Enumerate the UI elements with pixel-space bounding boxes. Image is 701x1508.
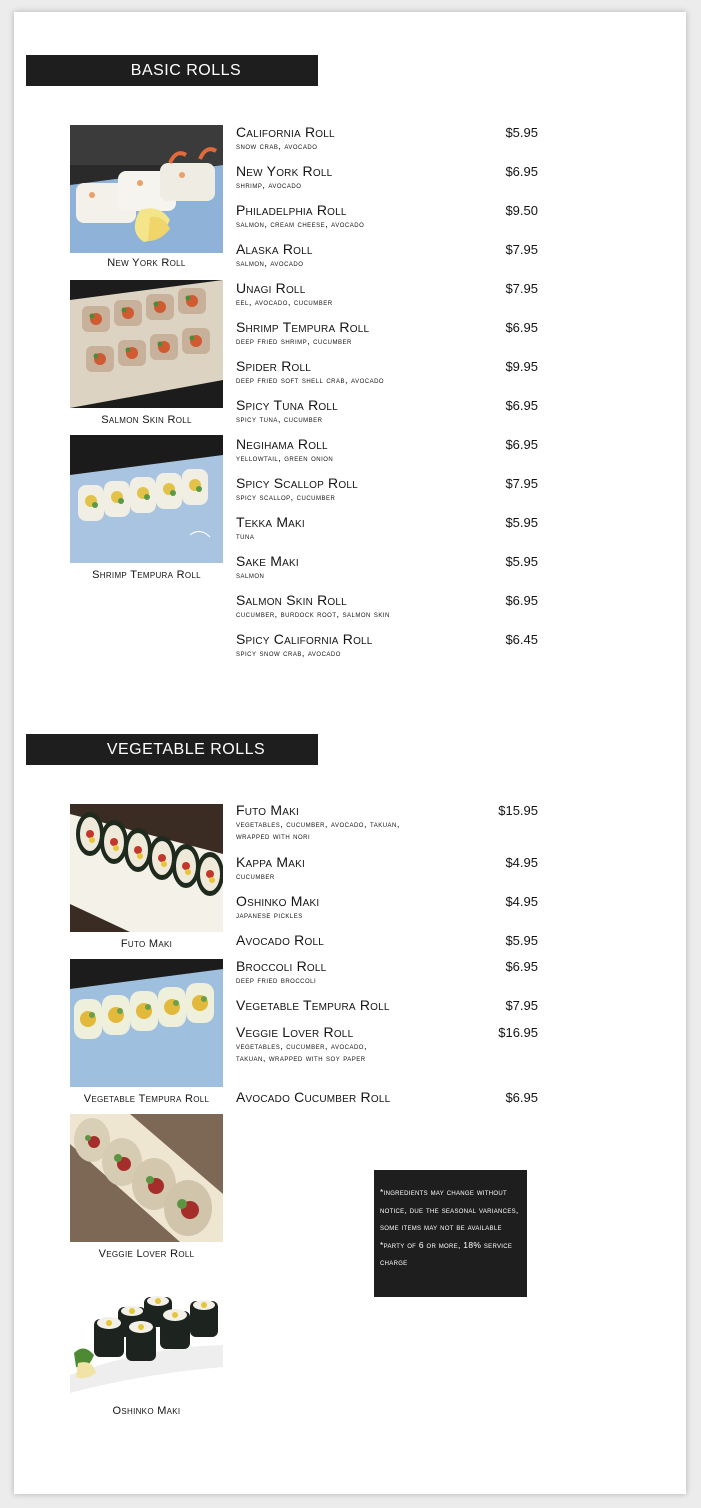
menu-item: [236, 554, 542, 581]
menu-item: [236, 855, 542, 882]
item-description: cucumber: [236, 871, 275, 881]
item-price: $6.95: [505, 437, 538, 452]
item-price: $6.95: [505, 593, 538, 608]
menu-item: [236, 803, 542, 842]
item-name: Oshinko Maki: [236, 893, 320, 909]
item-name: Philadelphia Roll: [236, 202, 347, 218]
item-price: $9.95: [505, 359, 538, 374]
item-name: Avocado Cucumber Roll: [236, 1089, 391, 1105]
shrimp-tempura-roll-image: [70, 435, 223, 563]
item-name: California Roll: [236, 124, 335, 140]
item-description: snow crab, avocado: [236, 141, 318, 151]
item-name: Kappa Maki: [236, 854, 305, 870]
item-name: Sake Maki: [236, 553, 299, 569]
item-price: $5.95: [505, 933, 538, 948]
menu-item: [236, 398, 542, 425]
photo-caption: Shrimp Tempura Roll: [92, 569, 201, 581]
menu-item: [236, 476, 542, 503]
item-name: Vegetable Tempura Roll: [236, 997, 390, 1013]
item-price: $5.95: [505, 125, 538, 140]
item-description: yellowtail, green onion: [236, 453, 334, 463]
menu-item: [236, 1025, 542, 1064]
item-description: spicy tuna, cucumber: [236, 414, 323, 424]
menu-item: [236, 1090, 542, 1105]
item-price: $4.95: [505, 894, 538, 909]
menu-item: [236, 959, 542, 986]
menu-item: [236, 203, 542, 230]
item-description: shrimp, avocado: [236, 180, 302, 190]
item-name: Tekka Maki: [236, 514, 305, 530]
menu-item: [236, 998, 542, 1013]
menu-item: [236, 515, 542, 542]
notice-service-charge: *party of 6 or more, 18% service charge: [380, 1239, 513, 1267]
item-name: Spicy Scallop Roll: [236, 475, 358, 491]
item-name: New York Roll: [236, 163, 333, 179]
item-description: deep fried broccoli: [236, 975, 317, 985]
item-description: cucumber, burdock root, salmon skin: [236, 609, 390, 619]
vegetable-rolls-header: [26, 734, 318, 765]
photo-caption: New York Roll: [107, 257, 186, 269]
menu-item: [236, 359, 542, 386]
futo-maki-image: [70, 804, 223, 932]
item-name: Spider Roll: [236, 358, 312, 374]
menu-item: [236, 593, 542, 620]
menu-item: [236, 281, 542, 308]
menu-item: [236, 437, 542, 464]
item-name: Salmon Skin Roll: [236, 592, 347, 608]
item-description: eel, avocado, cucumber: [236, 297, 333, 307]
new-york-roll-image: [70, 125, 223, 253]
item-description: salmon: [236, 570, 265, 580]
vegetable-rolls-title: VEGETABLE ROLLS: [106, 740, 266, 758]
item-price: $6.95: [505, 1090, 538, 1105]
item-price: $6.45: [505, 632, 538, 647]
item-price: $15.95: [498, 803, 538, 818]
item-name: Spicy Tuna Roll: [236, 397, 338, 413]
item-description: tuna: [236, 531, 255, 541]
photo-caption: Oshinko Maki: [112, 1405, 181, 1417]
item-description: deep fried soft shell crab, avocado: [236, 375, 385, 385]
item-price: $16.95: [498, 1025, 538, 1040]
item-name: Negihama Roll: [236, 436, 328, 452]
menu-item: [236, 125, 542, 152]
item-price: $9.50: [505, 203, 538, 218]
item-description: vegetables, cucumber, avocado, takuan, wrapped with nori: [236, 819, 400, 841]
item-description: vegetables, cucumber, avocado, takuan, wrapped with soy paper: [236, 1041, 367, 1063]
item-price: $7.95: [505, 476, 538, 491]
item-name: Veggie Lover Roll: [236, 1024, 354, 1040]
item-name: Futo Maki: [236, 802, 299, 818]
salmon-skin-roll-image: [70, 280, 223, 408]
menu-item: [236, 242, 542, 269]
item-name: Broccoli Roll: [236, 958, 327, 974]
vegetable-tempura-roll-image: [70, 959, 223, 1087]
item-description: spicy snow crab, avocado: [236, 648, 341, 658]
item-description: deep fried shrimp, cucumber: [236, 336, 352, 346]
photo-caption: Salmon Skin Roll: [101, 414, 192, 426]
item-name: Spicy California Roll: [236, 631, 373, 647]
item-description: japanese pickles: [236, 910, 303, 920]
item-price: $4.95: [505, 855, 538, 870]
photo-caption: Veggie Lover Roll: [98, 1248, 195, 1260]
basic-rolls-title: BASIC ROLLS: [130, 61, 242, 79]
item-price: $6.95: [505, 959, 538, 974]
item-price: $7.95: [505, 998, 538, 1013]
menu-item: [236, 894, 542, 921]
menu-item: [236, 320, 542, 347]
item-price: $7.95: [505, 281, 538, 296]
item-name: Avocado Roll: [236, 932, 324, 948]
item-name: Alaska Roll: [236, 241, 313, 257]
item-price: $6.95: [505, 164, 538, 179]
item-price: $7.95: [505, 242, 538, 257]
photo-caption: Vegetable Tempura Roll: [83, 1093, 210, 1105]
menu-item: [236, 933, 542, 948]
notice-ingredients: *ingredients may change without notice, due the seasonal variances, some items may not be available: [380, 1187, 519, 1232]
item-price: $6.95: [505, 320, 538, 335]
item-description: salmon, cream cheese, avocado: [236, 219, 365, 229]
basic-rolls-header: [26, 55, 318, 86]
menu-item: [236, 632, 542, 659]
oshinko-maki-image: [70, 1283, 223, 1398]
menu-item: [236, 164, 542, 191]
notice-box: [374, 1170, 527, 1297]
item-description: salmon, avocado: [236, 258, 304, 268]
item-price: $5.95: [505, 515, 538, 530]
item-price: $5.95: [505, 554, 538, 569]
photo-caption: Futo Maki: [120, 938, 173, 950]
item-description: spicy scallop, cucumber: [236, 492, 336, 502]
veggie-lover-roll-image: [70, 1114, 223, 1242]
item-name: Shrimp Tempura Roll: [236, 319, 370, 335]
item-price: $6.95: [505, 398, 538, 413]
item-name: Unagi Roll: [236, 280, 306, 296]
